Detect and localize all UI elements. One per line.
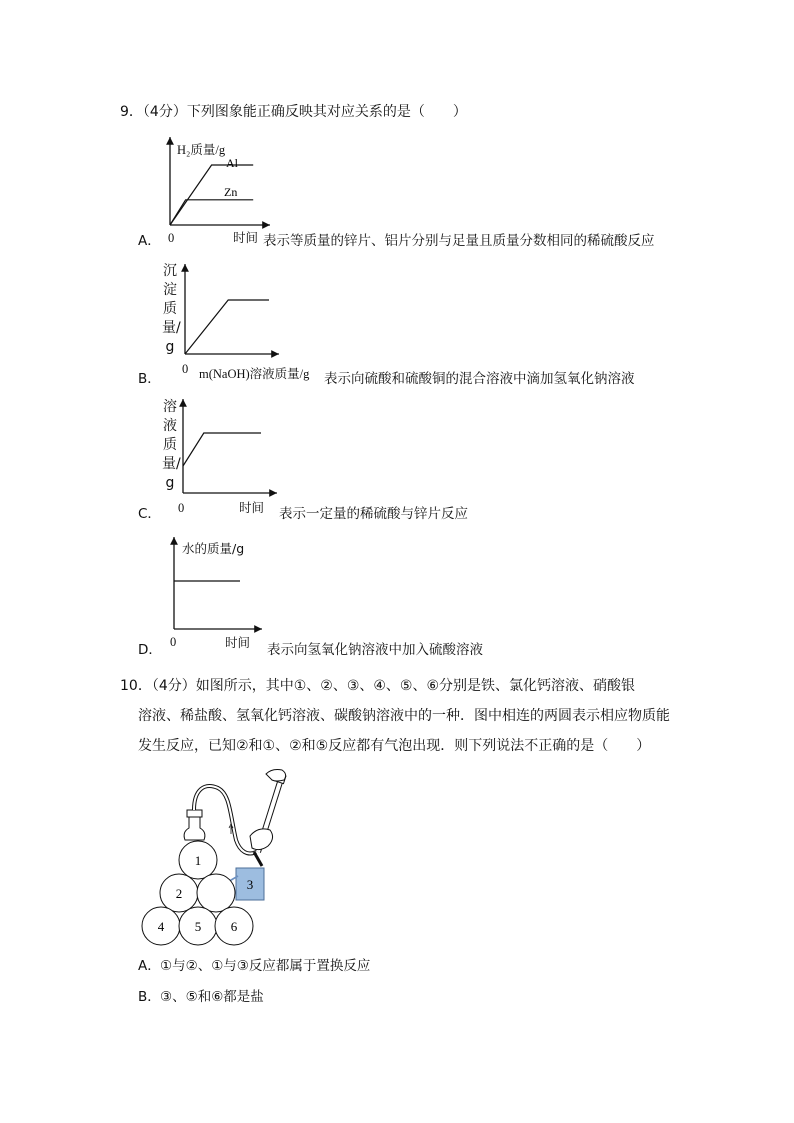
option-c-description: 表示一定量的稀硫酸与锌片反应 xyxy=(279,506,468,522)
graph-c xyxy=(175,395,285,495)
graph-d-xlabel: 时间 xyxy=(225,635,251,650)
graph-a-curve-zn xyxy=(170,200,253,225)
circle-6-label: 6 xyxy=(230,919,238,934)
question-10-line-3: 发生反应，已知②和①、②和⑤反应都有气泡出现．则下列说法不正确的是（ ） xyxy=(138,738,651,754)
option-d-description: 表示向氢氧化钠溶液中加入硫酸溶液 xyxy=(267,642,483,658)
option-a-letter: A． xyxy=(138,233,161,249)
graph-d-origin: 0 xyxy=(170,635,177,649)
graph-d-ylabel: 水的质量/g xyxy=(182,541,245,556)
circle-5-label: 5 xyxy=(194,919,202,934)
circle-1-label: 1 xyxy=(194,853,202,868)
graph-b xyxy=(177,260,287,360)
graph-a-series-label-zn: Zn xyxy=(224,185,238,199)
flask-neck xyxy=(184,816,205,840)
graph-a-series-label-al: Al xyxy=(226,156,238,170)
option-b-letter: B． xyxy=(138,371,161,387)
graph-c-ylabel: 溶液质量/g xyxy=(162,399,181,491)
question-10-line-1: 10．（4分）如图所示，其中①、②、③、④、⑤、⑥分别是铁、氯化钙溶液、硝酸银 xyxy=(120,678,636,694)
q10-option-b-text: ③、⑤和⑥都是盐 xyxy=(160,989,264,1005)
hand-pump-icon xyxy=(250,770,286,867)
graph-a-ylabel: H₂质量/g xyxy=(177,143,226,157)
q10-option-a-text: ①与②、①与③反应都属于置换反应 xyxy=(160,958,371,974)
graph-a-curve-al xyxy=(170,165,253,225)
graph-c-xlabel: 时间 xyxy=(239,500,265,515)
graph-b-xlabel: m(NaOH)溶液质量/g xyxy=(199,367,310,381)
circle-3 xyxy=(197,874,235,912)
box-3-label: 3 xyxy=(246,877,254,892)
question-9-stem: 9．（4分）下列图象能正确反映其对应关系的是（ ） xyxy=(120,104,467,120)
graph-a-xlabel: 时间 xyxy=(233,230,259,245)
question-10-line-2: 溶液、稀盐酸、氢氧化钙溶液、碳酸钠溶液中的一种．图中相连的两圆表示相应物质能 xyxy=(138,708,670,724)
option-b-description: 表示向硫酸和硫酸铜的混合溶液中滴加氢氧化钠溶液 xyxy=(324,371,635,387)
graph-b-ylabel: 沉淀质量/g xyxy=(162,263,181,355)
reaction-diagram xyxy=(138,768,318,948)
graph-c-origin: 0 xyxy=(178,501,185,515)
graph-b-curve xyxy=(185,300,269,354)
option-a-description: 表示等质量的锌片、铝片分别与足量且质量分数相同的稀硫酸反应 xyxy=(263,233,655,249)
option-d-letter: D． xyxy=(138,642,162,658)
graph-b-origin: 0 xyxy=(182,362,189,376)
graph-a-origin: 0 xyxy=(168,231,175,245)
circle-2-label: 2 xyxy=(175,886,183,901)
graph-c-curve xyxy=(183,433,261,466)
circle-4-label: 4 xyxy=(157,919,165,934)
option-c-letter: C． xyxy=(138,506,161,522)
flask-stopper xyxy=(187,810,202,817)
q10-option-b-letter: B． xyxy=(138,989,161,1005)
q10-option-a-letter: A． xyxy=(138,958,161,974)
